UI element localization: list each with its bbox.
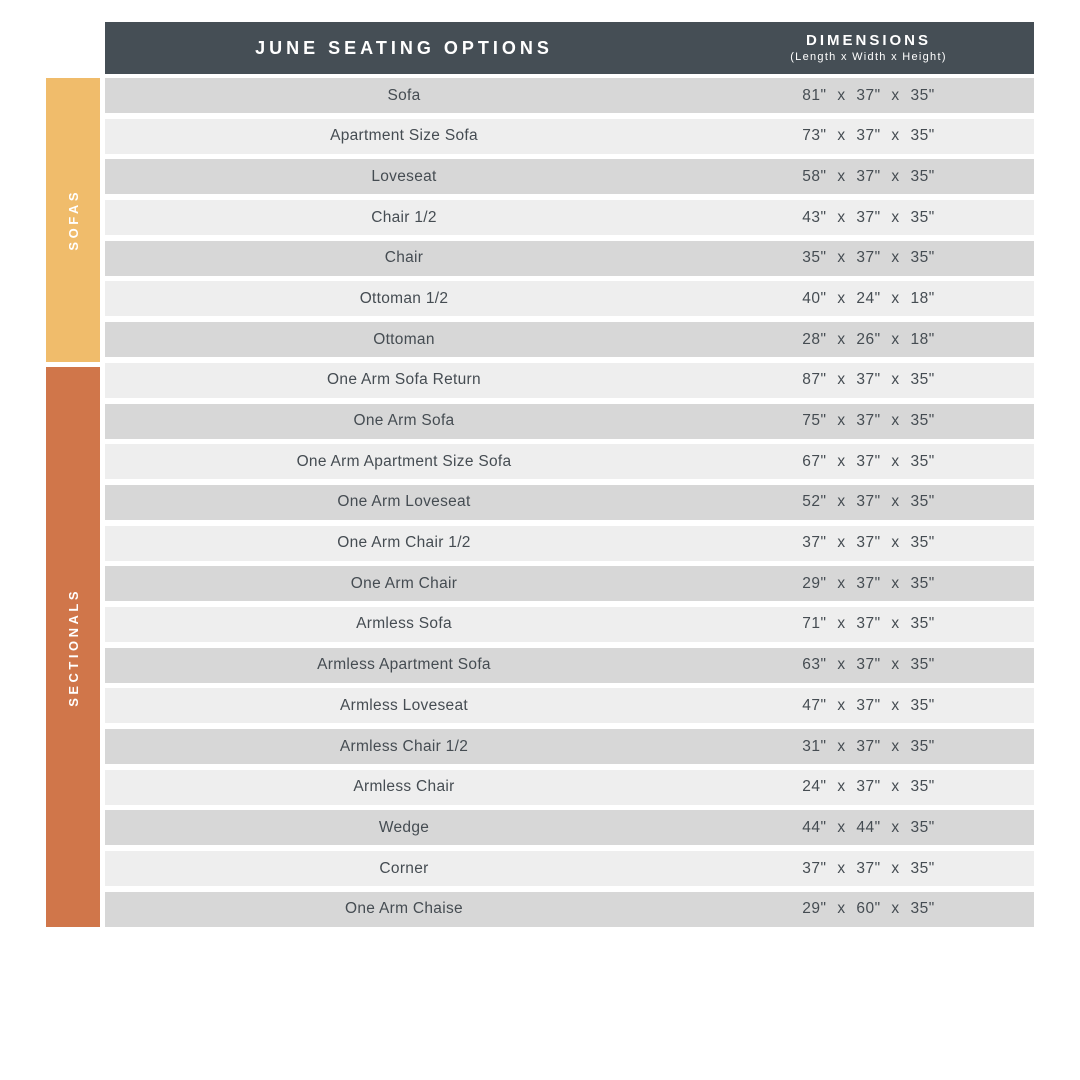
item-name-cell: Armless Loveseat	[340, 696, 468, 714]
item-name-cell: Ottoman	[373, 330, 435, 348]
item-name-cell: Armless Sofa	[356, 615, 452, 633]
item-dimensions-cell: 44" x 44" x 35"	[802, 818, 935, 836]
table-row	[105, 892, 1034, 927]
item-dimensions-cell: 47" x 37" x 35"	[802, 696, 935, 714]
table-row	[105, 485, 1034, 520]
section-sidebar-sectionals	[46, 367, 100, 927]
item-dimensions-cell: 29" x 37" x 35"	[802, 574, 935, 592]
item-dimensions-cell: 37" x 37" x 35"	[802, 859, 935, 877]
item-name-cell: Corner	[379, 859, 429, 877]
item-name-cell: One Arm Apartment Size Sofa	[296, 452, 512, 470]
item-name-cell: One Arm Chair 1/2	[337, 534, 471, 552]
table-row	[105, 78, 1034, 113]
item-name-cell: Chair	[384, 249, 424, 267]
table-row	[105, 363, 1034, 398]
item-name-cell: Armless Chair 1/2	[339, 737, 469, 755]
seating-table	[105, 78, 1034, 932]
item-dimensions-cell: 67" x 37" x 35"	[802, 452, 935, 470]
table-row	[105, 404, 1034, 439]
table-row	[105, 810, 1034, 845]
table-row	[105, 607, 1034, 642]
item-name-cell: Sofa	[387, 86, 421, 104]
item-dimensions-cell: 87" x 37" x 35"	[802, 371, 935, 389]
item-dimensions-cell: 35" x 37" x 35"	[802, 249, 935, 267]
table-row	[105, 281, 1034, 316]
item-name-cell: Armless Apartment Sofa	[317, 656, 491, 674]
table-row	[105, 770, 1034, 805]
section-label-sectionals: SECTIONALS	[65, 587, 81, 707]
item-name-cell: Chair 1/2	[371, 208, 437, 226]
dimensions-title: DIMENSIONS	[805, 31, 931, 49]
table-row	[105, 241, 1034, 276]
item-name-cell: One Arm Chair	[350, 574, 458, 592]
item-dimensions-cell: 63" x 37" x 35"	[802, 656, 935, 674]
item-name-cell: One Arm Chaise	[345, 900, 463, 918]
table-header	[105, 22, 1034, 74]
table-row	[105, 729, 1034, 764]
dimensions-subtitle: (Length x Width x Height)	[790, 50, 947, 63]
table-row	[105, 566, 1034, 601]
item-dimensions-cell: 31" x 37" x 35"	[802, 737, 935, 755]
item-name-cell: One Arm Sofa	[353, 412, 455, 429]
table-row	[105, 688, 1034, 723]
table-row	[105, 322, 1034, 357]
item-dimensions-cell: 71" x 37" x 35"	[802, 615, 935, 633]
section-label-sofas: SOFAS	[65, 189, 81, 251]
table-row	[105, 648, 1034, 683]
item-dimensions-cell: 24" x 37" x 35"	[802, 778, 935, 796]
item-dimensions-cell: 58" x 37" x 35"	[802, 167, 935, 185]
table-row	[105, 159, 1034, 194]
table-title: JUNE SEATING OPTIONS	[255, 37, 553, 58]
item-dimensions-cell: 43" x 37" x 35"	[802, 208, 935, 226]
table-row	[105, 200, 1034, 235]
table-row	[105, 851, 1034, 886]
item-dimensions-cell: 73" x 37" x 35"	[802, 127, 935, 145]
item-dimensions-cell: 81" x 37" x 35"	[802, 86, 935, 104]
item-name-cell: Armless Chair	[353, 778, 455, 796]
item-name-cell: One Arm Loveseat	[337, 493, 471, 511]
item-dimensions-cell: 40" x 24" x 18"	[802, 289, 935, 307]
item-dimensions-cell: 37" x 37" x 35"	[802, 534, 935, 552]
table-row	[105, 526, 1034, 561]
item-dimensions-cell: 75" x 37" x 35"	[802, 412, 935, 429]
item-name-cell: Loveseat	[371, 167, 437, 185]
item-name-cell: One Arm Sofa Return	[327, 371, 481, 389]
item-name-cell: Wedge	[378, 818, 430, 836]
dimensions-header	[703, 32, 1034, 65]
item-dimensions-cell: 29" x 60" x 35"	[802, 900, 935, 918]
item-name-cell: Ottoman 1/2	[359, 289, 449, 307]
item-name-cell: Apartment Size Sofa	[330, 127, 478, 145]
section-sidebar-sofas	[46, 78, 100, 362]
table-row	[105, 119, 1034, 154]
item-dimensions-cell: 28" x 26" x 18"	[802, 330, 935, 348]
item-dimensions-cell: 52" x 37" x 35"	[802, 493, 935, 511]
table-row	[105, 444, 1034, 479]
